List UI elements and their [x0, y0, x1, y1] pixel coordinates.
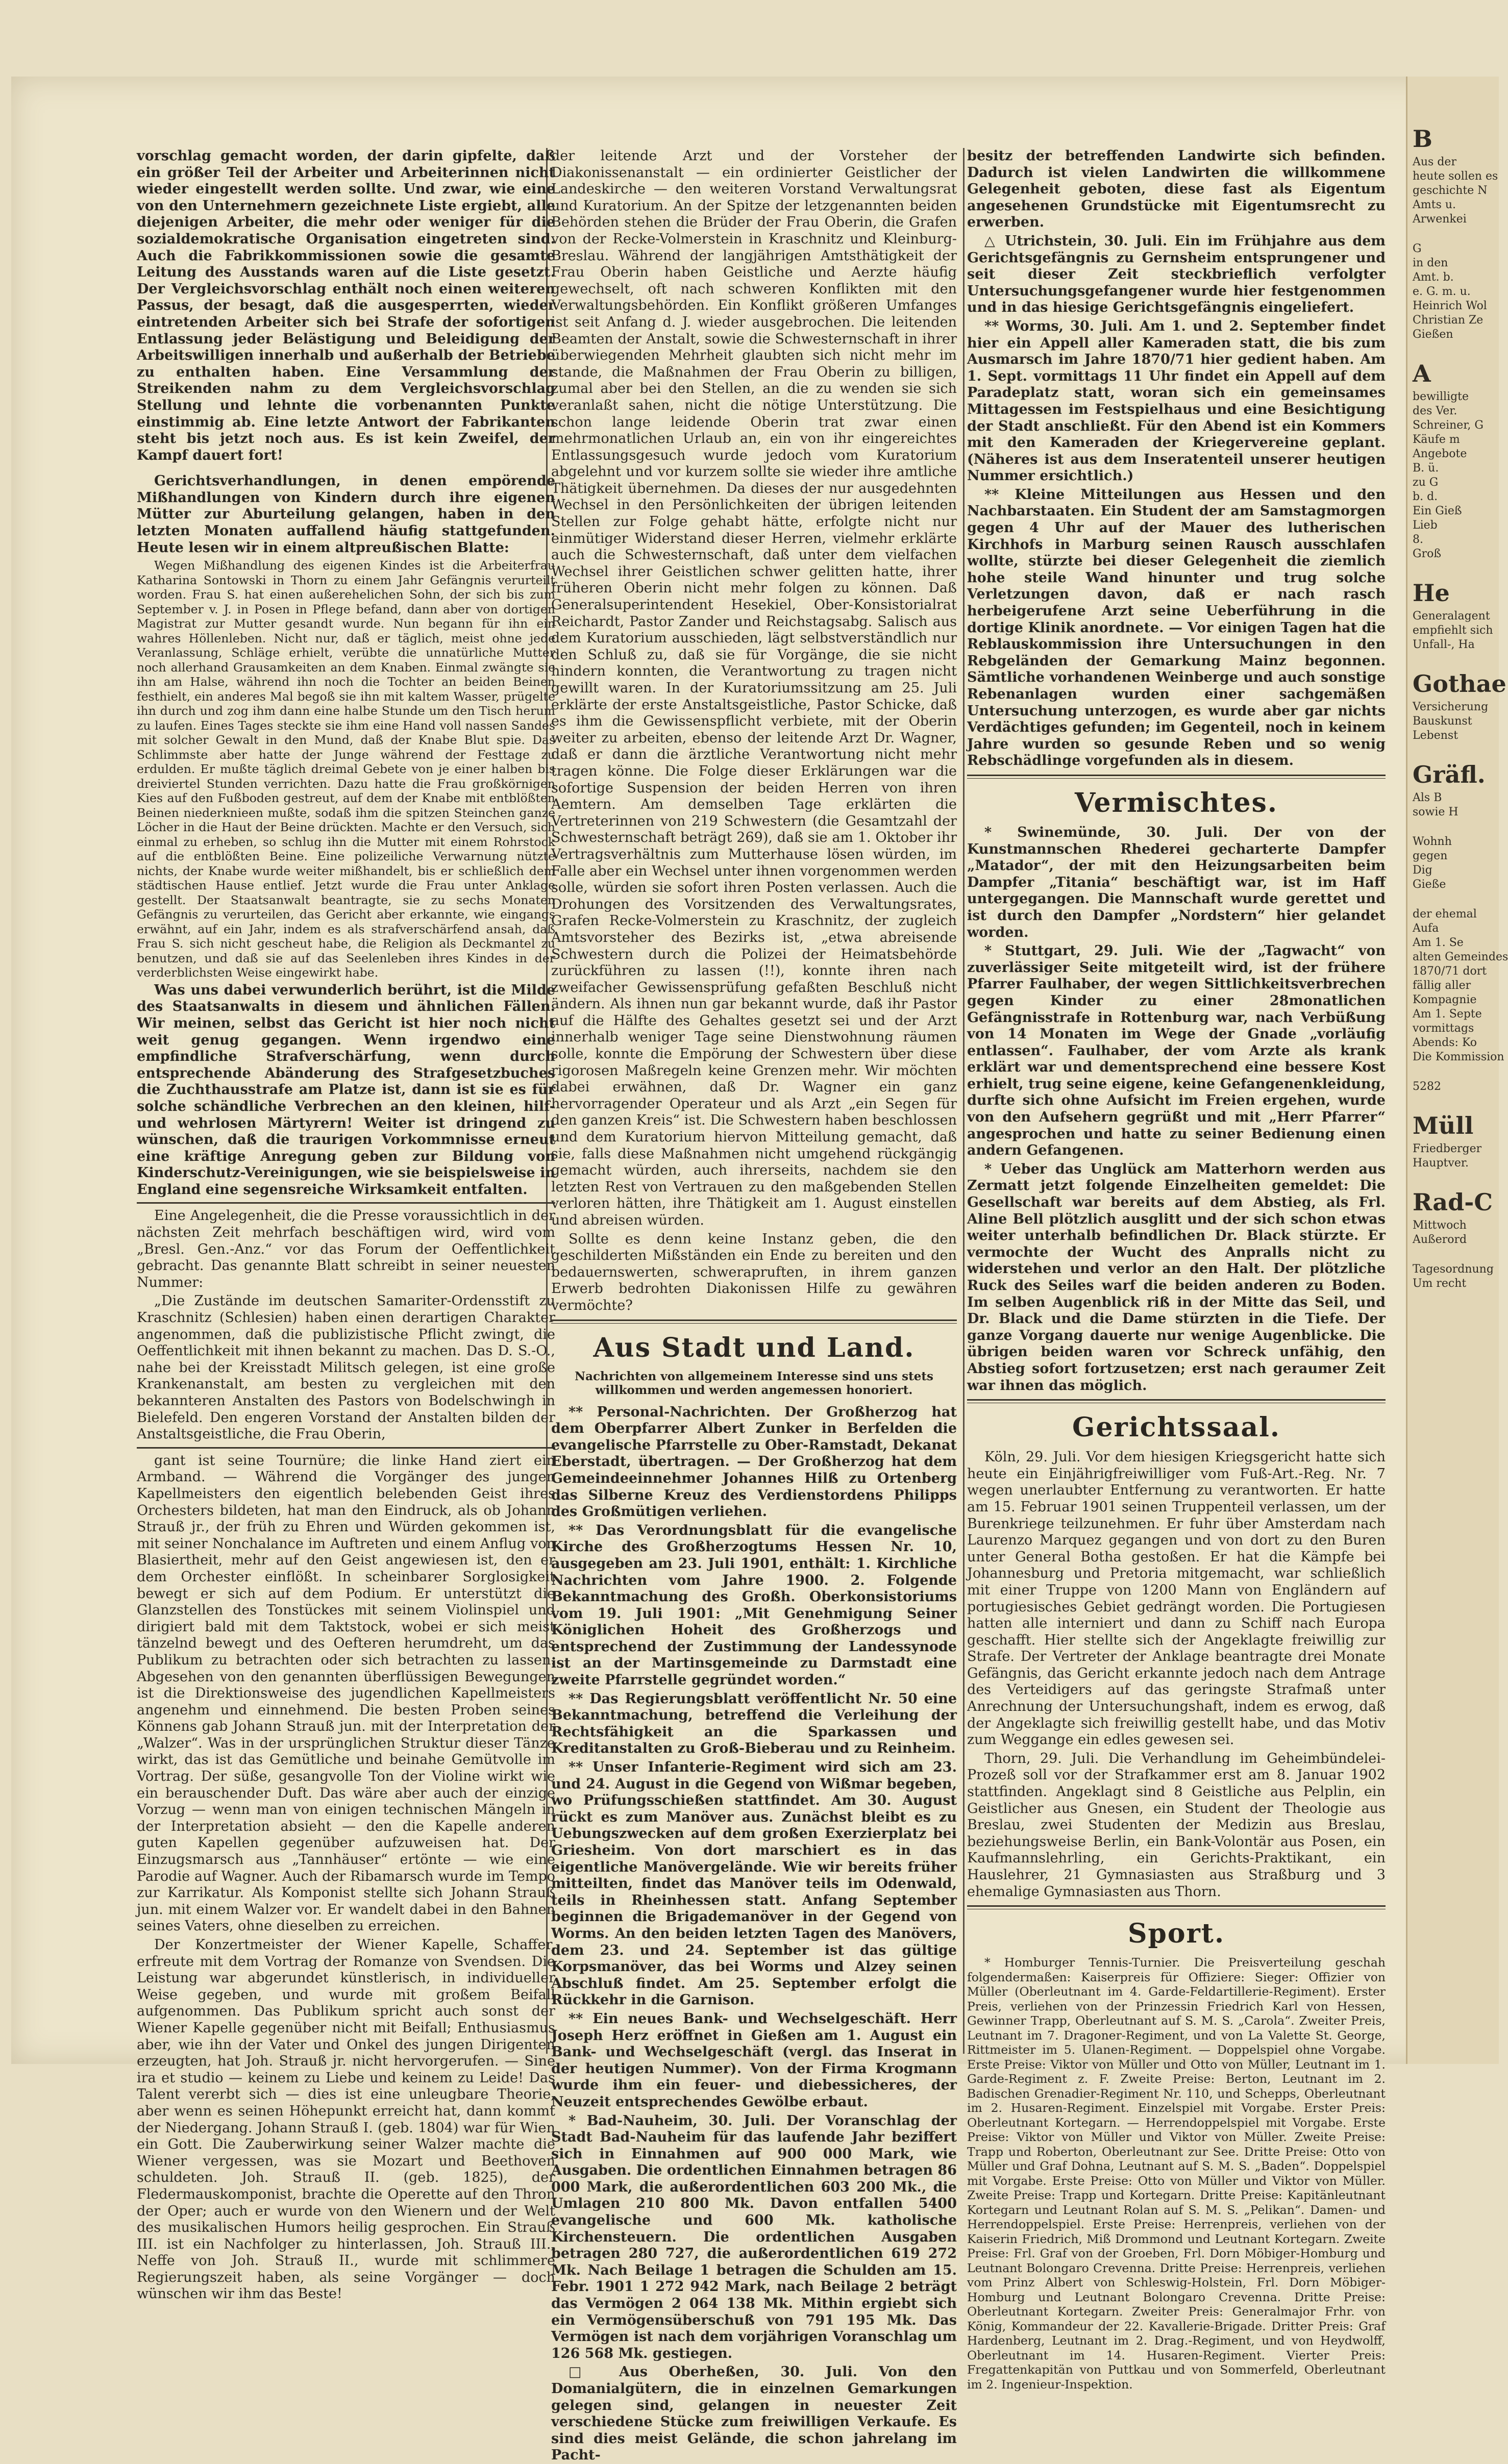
strip-line: Käufe m — [1413, 433, 1460, 446]
strip-line: Bauskunst — [1413, 715, 1472, 728]
strip-line: Friedberger — [1413, 1142, 1482, 1155]
strip-line: Abends: Ko — [1413, 1036, 1477, 1049]
column-1 — [137, 148, 555, 2302]
strip-line: Unfall-, Ha — [1413, 638, 1475, 651]
strip-line: Aus der — [1413, 156, 1456, 168]
strip-line: Ein Gieß — [1413, 505, 1462, 517]
section-heading: Aus Stadt und Land. — [593, 1332, 915, 1363]
strip-line: der ehemal — [1413, 908, 1477, 920]
strip-line: 5282 — [1413, 1080, 1441, 1093]
strip-line: e. G. m. u. — [1413, 285, 1471, 298]
court-report: Köln, 29. Juli. Vor dem hiesigen Kriegsgericht hatte sich heute ein Einjährigfreiwilliger vom Fuß-Art.-Reg. Nr. 7 wegen unerlaubter Entfernung zu verantworten. Er hatte am 15. Februar 1901 seinen Truppenteil verlassen, um der Burenkriege teilzunehmen. Er fuhr über Amsterdam nach Laurenzo Marquez gegangen und von dort zu den Buren unter General Botha gestoßen. Er hat die Kämpfe bei Johannesburg und Pretoria mitgemacht, war schließlich mit einer Truppe von 1200 Mann von Engländern auf portugiesisches Gebiet gedrängt worden. Die Portugiesen hatten alle interniert und dann zu Schiff nach Europa geschafft. Hier stellte sich der Angeklagte freiwillig zur Strafe. Der Vertreter der Anklage beantragte drei Monate Gefängnis, das Gericht erkannte jedoch nach dem Antrage des Verteidigers auf das geringste Strafmaß unter Anrechnung der Untersuchungshaft, indem es erwog, daß der Angeklagte sich freiwillig gestellt habe, und das Motiv zum Weggange ein edles gewesen sei. — [967, 1449, 1386, 1748]
strip-line: Gieße — [1413, 878, 1446, 891]
section-heading: Gerichtssaal. — [1072, 1412, 1280, 1443]
strip-line: Versicherung — [1413, 701, 1489, 713]
strip-line: He — [1413, 579, 1450, 607]
divider — [551, 1320, 957, 1324]
strip-line: gegen — [1413, 850, 1448, 862]
strip-line: b. d. — [1413, 490, 1438, 503]
strip-line: Heinrich Wol — [1413, 300, 1487, 312]
strip-line: fällig aller — [1413, 979, 1471, 992]
strip-line: Gießen — [1413, 328, 1453, 341]
strip-line: Dig — [1413, 864, 1432, 877]
strip-line — [1413, 227, 1494, 242]
strip-line — [1413, 892, 1494, 907]
divider — [967, 1399, 1386, 1403]
strip-line: Tagesordnung — [1413, 1263, 1494, 1276]
strip-line: Christian Ze — [1413, 314, 1484, 327]
strip-line: Die Kommission — [1413, 1051, 1504, 1063]
article-paragraph: „Die Zustände im deutschen Samariter-Ordensstift zu Kraschnitz (Schlesien) haben einen derartigen Charakter angenommen, daß die publizistische Pflicht zwingt, die Oeffentlichkeit mit ihnen bekannt zu machen. Das D. S.-O., nahe bei der Kreisstadt Militsch gelegen, ist eine große Krankenanstalt, am besten zu vergleichen mit den bekannteren Anstalten des Pastors von Bodelschwingh in Bielefeld. Den engeren Vorstand der Anstalten bilden der Anstaltsgeistliche, die Frau Oberin, — [137, 1293, 555, 1442]
strip-line: Als B — [1413, 791, 1442, 804]
strip-line: B. ü. — [1413, 462, 1439, 475]
article-paragraph: vorschlag gemacht worden, der darin gipfelte, daß ein größer Teil der Arbeiter und Arbeiterinnen nicht wieder eingestellt werden sollte. Und zwar, wie eine von den Unternehmern gezeichnete Liste ergiebt, alle diejenigen Arbeiter, die mehr oder weniger für die sozialdemokratische Organisation eingetreten sind. Auch die Fabrikkommissionen sowie die gesamte Leitung des Ausstands waren auf die Liste gesetzt. Der Vergleichsvorschlag enthält noch einen weiteren Passus, der besagt, daß die ausgesperrten, wieder eintretenden Arbeiter sich bei Strafe der sofortigen Entlassung jeder Belästigung und Beleidigung der Arbeitswilligen innerhalb und außerhalb der Betriebe zu enthalten haben. Eine Versammlung der Streikenden nahm zu dem Vergleichsvorschlag Stellung und lehnte die vorbenannten Punkte einstimmig ab. Eine letzte Antwort der Fabrikanten steht bis jetzt noch aus. Es ist kein Zweifel, der Kampf dauert fort! — [137, 148, 555, 463]
strip-line: B — [1413, 125, 1432, 153]
strip-line: heute sollen es — [1413, 170, 1498, 183]
strip-line — [1413, 1064, 1494, 1080]
strip-line: A — [1413, 360, 1431, 387]
strip-line: Wohnh — [1413, 835, 1452, 848]
divider — [137, 1447, 555, 1449]
strip-line: empfiehlt sich — [1413, 624, 1493, 637]
strip-line: Amts u. — [1413, 198, 1456, 211]
strip-line: des Ver. — [1413, 405, 1457, 417]
article-paragraph: Eine Angelegenheit, die die Presse voraussichtlich in der nächsten Zeit mehrfach beschäftigen wird, wird vom „Bresl. Gen.-Anz.“ vor das Forum der Oeffentlichkeit gebracht. Das genannte Blatt schreibt in seiner neuesten Nummer: — [137, 1208, 555, 1290]
strip-line: zu G — [1413, 476, 1439, 489]
news-item: * Swinemünde, 30. Juli. Der von der Kunstmannschen Rhederei gecharterte Dampfer „Matador“, der mit den Heizungsarbeiten beim Dampfer „Titania“ beschäftigt war, ist im Haff untergegangen. Die Mannschaft wurde gerettet und ist durch den Dampfer „Nordstern“ hier gelandet worden. — [967, 824, 1386, 940]
news-item: * Stuttgart, 29. Juli. Wie der „Tagwacht“ von zuverlässiger Seite mitgeteilt wird, ist der frühere Pfarrer Faulhaber, der wegen Sittlichkeitsverbrechen gegen Kinder zu einer 28monatlichen Gefängnisstrafe in Rottenburg war, nach Verbüßung von 14 Monaten im Wege der Gnade „vorläufig entlassen“. Faulhaber, der vom Arzte als krank erklärt war und dementsprechend eine bessere Kost erhielt, trug seine eigene, keine Gefangenenkleidung, durfte sich ohne Aufsicht im Freien ergehen, wurde von den Aufsehern gegrüßt und mit „Herr Pfarrer“ angesprochen und hatte zu seiner Bedienung einen andern Gefangenen. — [967, 943, 1386, 1159]
quoted-paragraph: Wegen Mißhandlung des eigenen Kindes ist die Arbeiterfrau Katharina Sontowski in Thorn zu einem Jahr Gefängnis verurteilt worden. Frau S. hat einen außerehelichen Sohn, der sich bis zum September v. J. in Posen in Pflege befand, dann aber von dortigen Magistrat zur Mutter gesandt wurde. Nun begann für ihn ein wahres Höllenleben. Nicht nur, daß er täglich, meist ohne jede Veranlassung, Schläge erhielt, verübte die unnatürliche Mutter noch allerhand Grausamkeiten an dem Knaben. Einmal zwängte sie ihn am Halse, während ihn noch die Tochter an beiden Beinen festhielt, ein anderes Mal begoß sie ihn mit kaltem Wasser, prügelte ihn durch und zog ihm dann eine halbe Stunde um den Tisch herum zu laufen. Eines Tages steckte sie ihm eine Hand voll nassen Sandes mit solcher Gewalt in den Mund, daß der Knabe Blut spie. Das Schlimmste aber hatte der Junge während der Festtage zu erdulden. Er mußte täglich dreimal Gebete von je einer halben bis dreiviertel Stunden verrichten. Dazu hatte die Frau großkörnigen Kies auf den Fußboden gestreut, auf dem der Knabe mit entblößten Beinen niederknieen mußte, sodaß ihm die spitzen Steinchen ganze Löcher in die Haut der Beine drückten. Machte er den Versuch, sich einmal zu erheben, so schlug ihn die Mutter mit einem Rohrstock auf die entblößten Beine. Eine polizeiliche Verwarnung nützte nichts, der Knabe wurde weiter mißhandelt, bis er schließlich dem städtischen Hause entlief. Jetzt wurde die Frau unter Anklage gestellt. Der Staatsanwalt beantragte, sie zu sechs Monaten Gefängnis zu verurteilen, das Gericht aber erkannte, wie eingangs erwähnt, auf ein Jahr, indem es als strafverschärfend ansah, daß Frau S. sich nicht gescheut habe, die Religion als Deckmantel zu benutzen, und daß sie auf das Seelenleben ihres Kindes in der verderblichsten Weise eingewirkt habe. — [137, 558, 555, 980]
news-item: ** Personal-Nachrichten. Der Großherzog hat dem Oberpfarrer Albert Zunker in Berfelden die evangelische Pfarrstelle zu Ober-Ramstadt, Dekanat Eberstadt, übertragen. — Der Großherzog hat dem Gemeindeeinnehmer Johannes Hilß zu Ortenberg das Silberne Kreuz des Verdienstordens Philipps des Großmütigen verliehen. — [551, 1404, 957, 1520]
article-paragraph: Sollte es denn keine Instanz geben, die den geschilderten Mißständen ein Ende zu bereiten und den bedauernswerten, schwerapruften, in ihrem ganzen Erwerb bedrohten Diakonissen Hilfe zu gewähren vermöchte? — [551, 1231, 957, 1313]
divider — [967, 1905, 1386, 1909]
strip-line: 8. — [1413, 533, 1423, 546]
news-item: ** Das Regierungsblatt veröffentlicht Nr. 50 eine Bekanntmachung, betreffend die Verleihung der Rechtsfähigkeit an die Sparkassen und Kreditanstalten zu Groß-Bieberau und zu Reinheim. — [551, 1690, 957, 1757]
divider — [137, 1202, 555, 1204]
news-item: * Bad-Nauheim, 30. Juli. Der Voranschlag der Stadt Bad-Nauheim für das laufende Jahr beziffert sich in Einnahmen auf 900 000 Mark, wie Ausgaben. Die ordentlichen Einnahmen betragen 86 000 Mark, die außerordentlichen 603 200 Mk., die Umlagen 210 800 Mk. Davon entfallen 5400 evangelische und 600 Mk. katholische Kirchensteuern. Die ordentlichen Ausgaben betragen 280 727, die außerordentlichen 619 272 Mk. Nach Beilage 1 betragen die Schulden am 15. Febr. 1901 1 272 942 Mark, nach Beilage 2 beträgt das Vermögen 2 064 138 Mk. Mithin ergiebt sich ein Vermögensüberschuß von 791 195 Mk. Das Vermögen ist nach dem vorjährigen Voranschlag um 126 568 Mk. gestiegen. — [551, 2112, 957, 2361]
strip-line: Lieb — [1413, 519, 1438, 532]
strip-line: in den — [1413, 257, 1448, 269]
news-item: besitz der betreffenden Landwirte sich befinden. Dadurch ist vielen Landwirten die willkommene Gelegenheit geboten, diese fast als Eigentum angesehenen Grundstücke mit Eigentumsrecht zu erwerben. — [967, 148, 1386, 231]
article-paragraph: Was uns dabei verwunderlich berührt, ist die Milde des Staatsanwalts in diesem und ähnlichen Fällen. Wir meinen, selbst das Gericht ist hier noch nicht weit genug gegangen. Wenn irgendwo eine empfindliche Strafverschärfung, wenn durch entsprechende Abänderung des Strafgesetzbuches die Zuchthausstrafe am Platze ist, dann ist sie es für solche schändliche Verbrechen an den kleinen, hilf- und wehrlosen Märtyrern! Weiter ist dringend zu wünschen, daß die traurigen Vorkommnisse erneut eine kräftige Anregung geben zur Bildung von Kinderschutz-Vereinigungen, wie sie beispielsweise in England eine segensreiche Wirksamkeit entfalten. — [137, 982, 555, 1198]
strip-line: Lebenst — [1413, 729, 1458, 742]
strip-line — [1413, 652, 1494, 667]
strip-line: 1870/71 dort — [1413, 965, 1487, 978]
news-item: ** Kleine Mitteilungen aus Hessen und den Nachbarstaaten. Ein Student der am Samstagmorgen gegen 4 Uhr auf der Mauer des lutherischen Kirchhofs in Marburg seinen Rausch ausschlafen wollte, stürzte bei dieser Gelegenheit die ziemlich hohe steile Wand hinunter und trug solche Verletzungen davon, daß er nach rasch herbeigerufene Arzt seine Ueberführung in die dortige Klinik anordnete. — Vor einigen Tagen hat die Reblauskommission ihre Untersuchungen in den Rebgeländen der Gemarkung Mainz begonnen. Sämtliche vorhandenen Weinberge und auch sonstige Rebenanlagen wurden einer sachgemäßen Untersuchung unterzogen, es wurde aber gar nichts Verdächtiges gefunden; im Gegenteil, noch in keinem Jahre wurden so gesunde Reben und so wenig Rebschädlinge vorgefunden als in diesem. — [967, 486, 1386, 769]
strip-line: Groß — [1413, 547, 1442, 560]
strip-line: Amt. b. — [1413, 271, 1454, 284]
strip-line — [1413, 819, 1494, 835]
strip-line: Rad-C — [1413, 1188, 1493, 1216]
court-report: Thorn, 29. Juli. Die Verhandlung im Geheimbündelei-Prozeß soll vor der Strafkammer erst am 8. Januar 1902 stattfinden. Angeklagt sind 8 Geistliche aus Pelplin, ein Geistlicher aus Gnesen, ein Student der Theologie aus Breslau, zwei Studenten der Medizin aus Breslau, beziehungsweise Berlin, ein Bank-Volontär aus Posen, ein Kaufmannslehrling, ein Gerichts-Praktikant, ein Hauslehrer, 21 Gymnasiasten aus Straßburg und 3 ehemalige Gymnasiasten aus Thorn. — [967, 1750, 1386, 1900]
strip-line: Aufa — [1413, 922, 1439, 935]
strip-line: sowie H — [1413, 806, 1458, 818]
column-rule — [963, 148, 965, 2054]
news-item: ** Unser Infanterie-Regiment wird sich am 23. und 24. August in die Gegend von Wißmar begeben, wo Prüfungsschießen stattfindet. Am 30. August rückt es zum Manöver aus. Zunächst bleibt es zu Uebungszwecken auf dem großen Exerzierplatz bei Griesheim. Von dort marschiert es in das eigentliche Manövergelände. Wie wir bereits früher mitteilten, findet das Manöver teils im Odenwald, teils in Rheinhessen statt. Anfang September beginnen die Brigademanöver in der Gegend von Worms. An den beiden letzten Tagen des Manövers, dem 23. und 24. September ist das gültige Korpsmanöver, das bei Worms und Alzey seinen Abschluß findet. Am 25. September erfolgt die Rückkehr in die Garnison. — [551, 1759, 957, 2008]
strip-line: Am 1. Se — [1413, 936, 1464, 949]
news-item: ** Worms, 30. Juli. Am 1. und 2. September findet hier ein Appell aller Kameraden statt, die bis zum Ausmarsch im Jahre 1870/71 hier gedient haben. Am 1. Sept. vormittags 11 Uhr findet ein Appell auf dem Paradeplatz statt, woran sich ein gemeinsames Mittagessen im Festspielhaus und eine Besichtigung der Stadt anschließt. Für den Abend ist ein Kommers mit den Kameraden der Kriegervereine geplant. (Näheres ist aus dem Inseratenteil unserer heutigen Nummer ersichtlich.) — [967, 318, 1386, 484]
sport-report: * Homburger Tennis-Turnier. Die Preisverteilung geschah folgendermaßen: Kaiserpreis für Offiziere: Sieger: Offizier von Müller (Oberleutnant im 4. Garde-Feldartillerie-Regiment). Erster Preis, verliehen von der Prinzessin Friedrich Karl von Hessen, Gewinner Trapp, Oberleutnant auf S. M. S. „Carola“. Zweiter Preis, Leutnant im 7. Dragoner-Regiment, und von La Valette St. George, Rittmeister im 5. Ulanen-Regiment. — Doppelspiel ohne Vorgabe. Erste Preise: Viktor von Müller und Otto von Müller, Leutnant im 1. Garde-Regiment z. F. Zweite Preise: Berton, Leutnant im 2. Badischen Grenadier-Regiment Nr. 110, und Schepps, Oberleutnant im 2. Husaren-Regiment. Einzelspiel mit Vorgabe. Erster Preis: Oberleutnant Kortegarn. — Herrendoppelspiel mit Vorgabe. Erste Preise: Viktor von Müller und Viktor von Müller. Zweite Preise: Trapp und Roberton, Oberleutnant zur See. Dritte Preise: Otto von Müller und Graf Dohna, Leutnant auf S. M. S. „Baden“. Doppelspiel mit Vorgabe. Erste Preise: Otto von Müller und Viktor von Müller. Zweite Preise: Trapp und Kortegarn. Dritte Preise: Kapitänleutnant Kortegarn und Leutnant Rolan auf S. M. S. „Pelikan“. Damen- und Herrendoppelspiel. Erste Preise: Herrenpreis, verliehen von der Kaiserin Friedrich, Miß Drommond und Leutnant Kortegarn. Zweite Preise: Frl. Graf von der Groeben, Frl. Dorn Möbiger-Homburg und Leutnant Bolongaro Crevenna. Dritte Preise: Herrenpreis, verliehen vom Prinz Albert von Schleswig-Holstein, Frl. Dorn Möbiger-Homburg und Leutnant Bolongaro Crevenna. Dritte Preise: Oberleutnant Kortegarn. Zweiter Preis: Generalmajor Frhr. von König, Kommandeur der 22. Kavallerie-Brigade. Dritter Preis: Graf Hardenberg, Leutnant im 2. Drag.-Regiment, und von Heydwolff, Oberleutnant im 14. Husaren-Regiment. Vierter Preis: Fregattenkapitän von Puttkau und von Sommerfeld, Oberleutnant im 2. Ingenieur-Inspektion. — [967, 1955, 1386, 2392]
strip-line — [1413, 743, 1494, 758]
strip-line: Kompagnie — [1413, 993, 1477, 1006]
strip-line: Hauptver. — [1413, 1157, 1469, 1169]
strip-line — [1413, 1171, 1494, 1186]
article-paragraph: Gerichtsverhandlungen, in denen empörende Mißhandlungen von Kindern durch ihre eigenen Mütter zur Aburteilung gelangen, haben in den letzten Monaten auffallend häufig stattgefunden. Heute lesen wir in einem altpreußischen Blatte: — [137, 473, 555, 556]
strip-line — [1413, 1094, 1494, 1109]
strip-line: alten Gemeindes — [1413, 951, 1508, 963]
strip-line: Arwenkei — [1413, 213, 1467, 226]
adjacent-page-text — [1413, 122, 1508, 2049]
divider — [967, 775, 1386, 779]
strip-line: Müll — [1413, 1112, 1474, 1139]
strip-line: Um recht — [1413, 1277, 1467, 1290]
strip-line: Schreiner, G — [1413, 419, 1484, 432]
section-subheading: Nachrichten von allgemeinem Interesse sind uns stets willkommen und werden angemessen honoriert. — [575, 1369, 933, 1397]
news-item: △ Utrichstein, 30. Juli. Ein im Frühjahre aus dem Gerichtsgefängnis zu Gernsheim entsprungener und seit dieser Zeit steckbrieflich verfolgter Untersuchungsgefangener wurde hier festgenommen und in das hiesige Gerichtsgefängnis eingeliefert. — [967, 233, 1386, 316]
column-2 — [551, 148, 957, 2463]
column-3 — [967, 148, 1386, 2392]
strip-line: Gräfl. — [1413, 761, 1486, 788]
strip-line: Gothae — [1413, 670, 1506, 698]
strip-line: G — [1413, 242, 1422, 255]
news-item: * Ueber das Unglück am Matterhorn werden aus Zermatt jetzt folgende Einzelheiten gemeldet: Die Gesellschaft war bereits auf dem Abstieg, als Frl. Aline Bell plötzlich ausglitt und der sich schon etwas weiter unterhalb befindlichen Dr. Black stürzte. Er vermochte der Wucht des Anpralls nicht zu widerstehen und verlor an den Halt. Der plötzliche Ruck des Seiles warf die beiden anderen zu Boden. Im selben Augenblick riß in der Mitte das Seil, und Dr. Black und die Dame stürzten in die Tiefe. Der ganze Vorgang dauerte nur wenige Augenblicke. Die übrigen beiden waren vor Schreck unfähig, den Abstieg sofort fortzusetzen; erst nach geraumer Zeit war ihnen das möglich. — [967, 1161, 1386, 1393]
strip-line: Generalagent — [1413, 610, 1490, 623]
section-heading: Vermischtes. — [1074, 787, 1278, 818]
strip-line: vormittags — [1413, 1022, 1474, 1035]
strip-line: Mittwoch — [1413, 1219, 1467, 1232]
strip-line: Außerord — [1413, 1233, 1467, 1246]
strip-line: Am 1. Septe — [1413, 1008, 1482, 1021]
strip-line: Angebote — [1413, 447, 1467, 460]
strip-line: geschichte N — [1413, 184, 1488, 197]
news-item: □ Aus Oberheßen, 30. Juli. Von den Domanialgütern, die in einzelnen Gemarkungen gelegen sind, gelangen in neuester Zeit verschiedene Stücke zum freiwilligen Verkaufe. Es sind dies meist Gelände, die schon jahrelang im Pacht- — [551, 2364, 957, 2463]
strip-line — [1413, 561, 1494, 577]
news-item: ** Ein neues Bank- und Wechselgeschäft. Herr Joseph Herz eröffnet in Gießen am 1. August ein Bank- und Wechselgeschäft (vergl. das Inserat in der heutigen Nummer). Von der Firma Krogmann wurde ihm ein feuer- und diebessicheres, der Neuzeit entsprechendes Gewölbe erbaut. — [551, 2010, 957, 2110]
strip-line — [1413, 342, 1494, 357]
strip-line — [1413, 1247, 1494, 1262]
feuilleton-paragraph: gant ist seine Tournüre; die linke Hand ziert ein Armband. — Während die Vorgänger des jungen Kapellmeisters den eigentlich belebenden Geist ihres Orchesters bildeten, hat man den Eindruck, als ob Johann Strauß jr., der früh zu Ehren und Würden gekommen ist, mit seiner Nonchalance im Auftreten und einem Anflug von Blasiertheit, mehr auf den Geist angewiesen ist, den er dem Orchester einflößt. In scheinbarer Sorglosigkeit bewegt er sich auf dem Podium. Er unterstützt die Glanzstellen des Tonstückes mit seinem Violinspiel und dirigiert bald mit dem Taktstock, wobei er sich meist tänzelnd bewegt und des Oefteren herumdreht, um das Publikum zu betrachten oder sich betrachten zu lassen. Abgesehen von den genannten überflüssigen Bewegungen ist die Direktionsweise des jugendlichen Kapellmeisters angenehm und einnehmend. Die besten Proben seines Könnens gab Johann Strauß jun. mit der Interpretation der „Walzer“. Was in der ursprünglichen Struktur dieser Tänze wirkt, das ist das Gemütliche und beinahe Gemütvolle im Vortrag. Der süße, gesangvolle Ton der Violine wirkt wie ein berauschender Duft. Das wäre aber auch der einzige Vorzug — wenn man von einigen technischen Mängeln in der Interpretation absieht — den die Kapelle anderen guten Kapellen gegenüber aufzuweisen hat. Der Einzugsmarsch aus „Tannhäuser“ ertönte — wie eine Parodie auf Wagner. Auch der Ribamarsch wurde im Tempo zur Karrikatur. Als Komponist stellte sich Johann Strauß jun. mit einem Walzer vor. Er wandelt dabei in den Bahnen seines Vaters, ohne dieselben zu erreichen. — [137, 1452, 555, 1934]
article-paragraph: der leitende Arzt und der Vorsteher der Diakonissenanstalt — ein ordinierter Geistlicher der Landeskirche — den weiteren Vorstand Verwaltungsrat und Kuratorium. An der Spitze der letzgenannten beiden Behörden stehen die Brüder der Frau Oberin, die Grafen von der Recke-Volmerstein in Kraschnitz und Kleinburg-Breslau. Während der langjährigen Amtsthätigkeit der Frau Oberin haben Geistliche und Aerzte häufig gewechselt, oft nach schweren Konflikten mit den Verwaltungsbehörden. Ein Konflikt größeren Umfanges ist seit Anfang d. J. wieder ausgebrochen. Die leitenden Beamten der Anstalt, sowie die Schwesternschaft in ihrer überwiegenden Mehrheit glaubten sich nicht mehr im stande, die Maßnahmen der Frau Oberin zu billigen, zumal aber bei den Stellen, an die zu wenden sie sich veranlaßt sahen, nicht die nötige Unterstützung. Die schon lange leidende Oberin trat zwar einen mehrmonatlichen Urlaub an, ein von ihr eingereichtes Entlassungsgesuch wurde jedoch vom Kuratorium abgelehnt und vor kurzem sollte sie wieder ihre amtliche Thätigkeit übernehmen. Da dieses der nur ausgedehnten Wechsel in den Persönlichkeiten der übrigen leitenden Stellen zur Folge gehabt hätte, erfolgte nicht nur einmütiger Widerstand dieser Herren, vielmehr erklärte auch die Schwesternschaft, daß unter dem vielfachen Wechsel ihrer Geistlichen schwer gelitten hatte, ihrer früheren Oberin nicht mehr folgen zu können. Daß Generalsuperintendent Hesekiel, Ober-Konsistorialrat Reichardt, Pastor Zander und Reichstagsabg. Salisch aus dem Kuratorium ausschieden, lägt selbstverständlich nur den Schluß zu, daß sie für Vorgänge, die sie nicht hindern konnten, die Verantwortung zu tragen nicht gewillt waren. In der Kuratoriumssitzung am 25. Juli erklärte der erste Anstaltsgeistliche, Pastor Schicke, daß es ihm die Gewissenspflicht verbiete, mit der Oberin weiter zu arbeiten, ebenso der leitende Arzt Dr. Wagner, daß er dann die ärztliche Verantwortung nicht mehr tragen könne. Die Folge dieser Erklärungen war die sofortige Suspension der beiden Herren von ihren Aemtern. Am demselben Tage erklärten die Vertreterinnen von 219 Schwestern (die Gesamtzahl der Schwesternschaft beträgt 269), daß sie am 1. Oktober ihr Vertragsverhältnis zum Mutterhause lösen würden, im Falle aber ein Wechsel unter ihnen vorgenommen werden solle, würden sie sofort ihren Posten verlassen. Auch die Drohungen des Vorsitzenden des Verwaltungsrates, Grafen Recke-Volmerstein zu Kraschnitz, der zugleich Amtsvorsteher des Bezirks ist, „etwa abreisende Schwestern durch die Polizei der Heimatsbehörde zurückführen zu lassen (!!), konnte ihren nach zweifacher Gewissensprüfung gefaßten Beschluß nicht ändern. Als ihnen nun gar bekannt wurde, daß ihr Pastor auf die Hälfte des Gehaltes gesetzt sei und der Arzt innerhalb weniger Tage seine Dienstwohnung räumen solle, konnte die Empörung der Schwestern über diese rigorosen Maßregeln keine Grenzen mehr. Wir möchten dabei erwähnen, daß Dr. Wagner ein ganz hervorragender Operateur und als Arzt „ein Segen für den ganzen Kreis“ ist. Die Schwestern haben beschlossen und dem Kuratorium hiervon Mitteilung gemacht, daß sie, falls diese Maßnahmen nicht umgehend rückgängig gemacht würden, auch ihrerseits, nachdem sie den letzten Rest von Vertrauen zu den maßgebenden Stellen verloren hätten, ihre Thätigkeit am 1. August einstellen und abreisen würden. — [551, 148, 957, 1228]
strip-line: bewilligte — [1413, 390, 1469, 403]
feuilleton-paragraph: Der Konzertmeister der Wiener Kapelle, Schaffer, erfreute mit dem Vortrag der Romanze von Svendsen. Die Leistung war abgerundet künstlerisch, in individueller Weise gegeben, und wurde mit großem Beifall aufgenommen. Das Publikum spricht auch sonst der Wiener Kapelle gegenüber nicht mit Beifall; Enthusiasmus aber, wie ihn der Vater und Onkel des jungen Dirigenten erzeugten, hat Joh. Strauß jr. nicht hervorgerufen. — Sine ira et studio — keinem zu Liebe und keinem zu Leide! Das Talent vererbt sich — dies ist eine unleugbare Theorie, aber wenn es seinen Höhepunkt erreicht hat, dann kommt der Niedergang. Johann Strauß I. (geb. 1804) war für Wien ein Gott. Die Zauberwirkung seiner Walzer machte die Wiener vergessen, was sie Mozart und Beethoven schuldeten. Joh. Strauß II. (geb. 1825), der Fledermauskomponist, brachte die Operette auf den Thron der Oper; auch er wurde von den Wienern und der Welt des musikalischen Humors heilig gesprochen. Ein Strauß III. ist ein Nachfolger zu hinterlassen, Joh. Strauß III., Neffe von Joh. Strauß II., wurde mit schlimmere Regierungszeit haben, als seine Vorgänger — doch wünschen wir ihm das Beste! — [137, 1937, 555, 2302]
section-heading: Sport. — [1127, 1918, 1225, 1950]
news-item: ** Das Verordnungsblatt für die evangelische Kirche des Großherzogtums Hessen Nr. 10, ausgegeben am 23. Juli 1901, enthält: 1. Kirchliche Nachrichten vom Jahre 1900. 2. Folgende Bekanntmachung des Großh. Oberkonsistoriums vom 19. Juli 1901: „Mit Genehmigung Seiner Königlichen Hoheit des Großherzogs und entsprechend der Zustimmung der Landessynode ist an der Martinsgemeinde zu Darmstadt eine zweite Pfarrstelle gegründet worden.“ — [551, 1522, 957, 1688]
